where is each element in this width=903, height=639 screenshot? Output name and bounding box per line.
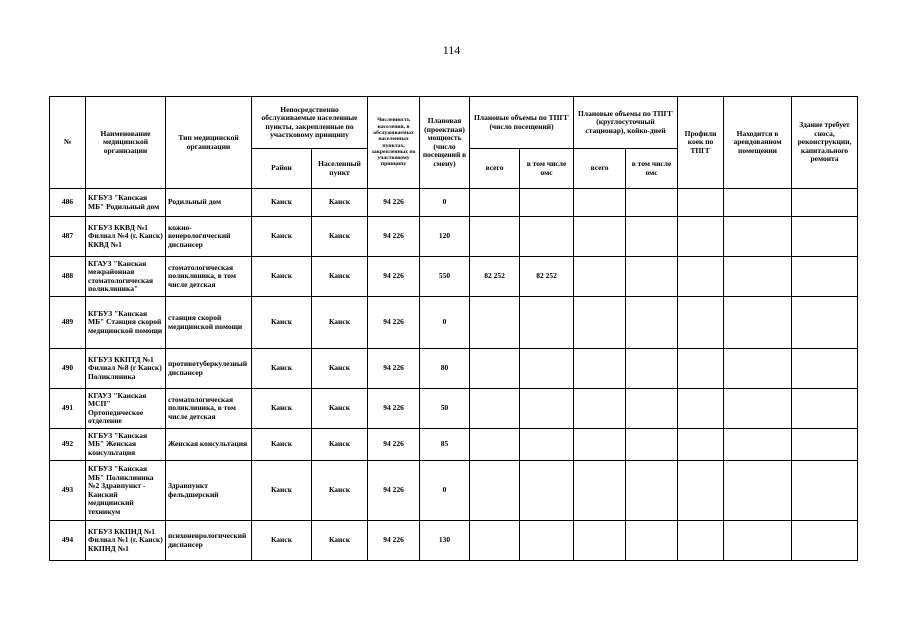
- settlement-cell: Канск: [312, 189, 368, 217]
- header-name: Наименование медицинской организации: [86, 97, 166, 189]
- visits-oms-cell: [520, 349, 574, 389]
- settlement-cell: Канск: [312, 297, 368, 349]
- profiles-cell: [678, 257, 724, 297]
- district-cell: Канск: [252, 257, 312, 297]
- header-beds-total: всего: [574, 149, 626, 189]
- population-cell: 94 226: [368, 521, 420, 561]
- row-num-cell: 493: [50, 461, 86, 521]
- facility-name-cell: КГБУЗ "Канская МБ" Станция скорой медицинской помощи: [86, 297, 166, 349]
- profiles-cell: [678, 461, 724, 521]
- header-repair: Здание требует сноса, реконструкции, капитального ремонта: [792, 97, 858, 189]
- beds-total-cell: [574, 461, 626, 521]
- table-row: [50, 429, 858, 461]
- header-capacity: Плановая (проектная) мощность (число посещений в смену): [420, 97, 470, 189]
- population-cell: 94 226: [368, 297, 420, 349]
- repair-cell: [792, 217, 858, 257]
- district-cell: Канск: [252, 521, 312, 561]
- visits-total-cell: [470, 217, 520, 257]
- table-row: [50, 389, 858, 429]
- row-num-cell: 494: [50, 521, 86, 561]
- visits-oms-cell: [520, 189, 574, 217]
- beds-total-cell: [574, 217, 626, 257]
- beds-total-cell: [574, 521, 626, 561]
- beds-oms-cell: [626, 257, 678, 297]
- beds-oms-cell: [626, 297, 678, 349]
- facility-type-cell: Родильный дом: [166, 189, 252, 217]
- settlement-cell: Канск: [312, 257, 368, 297]
- district-cell: Канск: [252, 429, 312, 461]
- profiles-cell: [678, 429, 724, 461]
- repair-cell: [792, 257, 858, 297]
- visits-total-cell: 82 252: [470, 257, 520, 297]
- header-rented: Находится в арендованном помещении: [724, 97, 792, 189]
- visits-total-cell: [470, 461, 520, 521]
- settlement-cell: Канск: [312, 389, 368, 429]
- facility-name-cell: КГАУЗ "Канская межрайонная стоматологическая поликлиника": [86, 257, 166, 297]
- beds-oms-cell: [626, 429, 678, 461]
- page-number: 114: [442, 43, 461, 57]
- visits-oms-cell: [520, 217, 574, 257]
- rented-cell: [724, 257, 792, 297]
- table-row: [50, 257, 858, 297]
- profiles-cell: [678, 217, 724, 257]
- facility-name-cell: КГБУЗ ККПНД №1 Филиал №1 (г. Канск) ККПНД №1: [86, 521, 166, 561]
- beds-oms-cell: [626, 389, 678, 429]
- facility-type-cell: стоматологическая поликлиника, в том числе детская: [166, 389, 252, 429]
- rented-cell: [724, 461, 792, 521]
- repair-cell: [792, 389, 858, 429]
- district-cell: Канск: [252, 349, 312, 389]
- repair-cell: [792, 189, 858, 217]
- beds-total-cell: [574, 257, 626, 297]
- visits-oms-cell: [520, 429, 574, 461]
- table-row: [50, 189, 858, 217]
- visits-total-cell: [470, 349, 520, 389]
- table-row: [50, 461, 858, 521]
- row-num-cell: 488: [50, 257, 86, 297]
- profiles-cell: [678, 521, 724, 561]
- facility-type-cell: Здравпункт фельдшерский: [166, 461, 252, 521]
- settlement-cell: Канск: [312, 217, 368, 257]
- repair-cell: [792, 521, 858, 561]
- row-num-cell: 487: [50, 217, 86, 257]
- facility-name-cell: КГБУЗ ККВД №1 Филиал №4 (г. Канск) ККВД №1: [86, 217, 166, 257]
- beds-total-cell: [574, 349, 626, 389]
- header-served-group: Непосредственно обслуживаемые населенные пункты, закрепленные по участковому принципу: [252, 97, 368, 149]
- rented-cell: [724, 349, 792, 389]
- row-num-cell: 486: [50, 189, 86, 217]
- facilities-table: [49, 96, 858, 561]
- district-cell: Канск: [252, 461, 312, 521]
- settlement-cell: Канск: [312, 429, 368, 461]
- rented-cell: [724, 389, 792, 429]
- settlement-cell: Канск: [312, 349, 368, 389]
- header-district: Район: [252, 149, 312, 189]
- header-settlement: Населенный пункт: [312, 149, 368, 189]
- header-visits-oms: в том числе омс: [520, 149, 574, 189]
- visits-total-cell: [470, 297, 520, 349]
- row-num-cell: 491: [50, 389, 86, 429]
- repair-cell: [792, 349, 858, 389]
- district-cell: Канск: [252, 297, 312, 349]
- beds-oms-cell: [626, 521, 678, 561]
- population-cell: 94 226: [368, 429, 420, 461]
- visits-oms-cell: [520, 521, 574, 561]
- header-type: Тип медицинской организации: [166, 97, 252, 189]
- settlement-cell: Канск: [312, 521, 368, 561]
- facility-name-cell: КГБУЗ ККПТД №1 Филиал №8 (г Канск) Поликлиника: [86, 349, 166, 389]
- profiles-cell: [678, 297, 724, 349]
- table-row: [50, 297, 858, 349]
- facility-name-cell: КГБУЗ "Канская МБ" Родильный дом: [86, 189, 166, 217]
- population-cell: 94 226: [368, 349, 420, 389]
- rented-cell: [724, 429, 792, 461]
- beds-total-cell: [574, 429, 626, 461]
- header-population: Численность населения, в обслуживаемых населенных пунктах, закрепленных по участковому принципу: [368, 97, 420, 189]
- facility-name-cell: КГБУЗ "Канская МБ" Поликлиника №2 Здравпункт - Канский медицинский техникум: [86, 461, 166, 521]
- visits-oms-cell: [520, 297, 574, 349]
- population-cell: 94 226: [368, 189, 420, 217]
- visits-oms-cell: 82 252: [520, 257, 574, 297]
- beds-total-cell: [574, 297, 626, 349]
- header-profiles: Профили коек по ТПГГ: [678, 97, 724, 189]
- capacity-cell: 80: [420, 349, 470, 389]
- repair-cell: [792, 297, 858, 349]
- rented-cell: [724, 521, 792, 561]
- visits-total-cell: [470, 429, 520, 461]
- profiles-cell: [678, 189, 724, 217]
- row-num-cell: 490: [50, 349, 86, 389]
- population-cell: 94 226: [368, 461, 420, 521]
- district-cell: Канск: [252, 217, 312, 257]
- capacity-cell: 0: [420, 189, 470, 217]
- facility-type-cell: психоневрологический диспансер: [166, 521, 252, 561]
- header-tpgg-visits: Плановые объемы по ТПГГ (число посещений): [470, 97, 574, 149]
- header-visits-total: всего: [470, 149, 520, 189]
- district-cell: Канск: [252, 189, 312, 217]
- beds-total-cell: [574, 389, 626, 429]
- table-row: [50, 217, 858, 257]
- capacity-cell: 550: [420, 257, 470, 297]
- rented-cell: [724, 217, 792, 257]
- population-cell: 94 226: [368, 257, 420, 297]
- capacity-cell: 0: [420, 461, 470, 521]
- facility-type-cell: кожно-венерологический диспансер: [166, 217, 252, 257]
- row-num-cell: 489: [50, 297, 86, 349]
- beds-oms-cell: [626, 189, 678, 217]
- visits-total-cell: [470, 189, 520, 217]
- facility-type-cell: станция скорой медицинской помощи: [166, 297, 252, 349]
- repair-cell: [792, 461, 858, 521]
- header-num: №: [50, 97, 86, 189]
- header-tpgg-beds: Плановые объемы по ТПГГ (круглосуточный стационар), койко-дней: [574, 97, 678, 149]
- facility-type-cell: стоматологическая поликлиника, в том числе детская: [166, 257, 252, 297]
- table-row: [50, 349, 858, 389]
- capacity-cell: 0: [420, 297, 470, 349]
- beds-oms-cell: [626, 461, 678, 521]
- row-num-cell: 492: [50, 429, 86, 461]
- capacity-cell: 50: [420, 389, 470, 429]
- settlement-cell: Канск: [312, 461, 368, 521]
- repair-cell: [792, 429, 858, 461]
- population-cell: 94 226: [368, 389, 420, 429]
- table-row: [50, 521, 858, 561]
- rented-cell: [724, 189, 792, 217]
- capacity-cell: 130: [420, 521, 470, 561]
- profiles-cell: [678, 349, 724, 389]
- facility-name-cell: КГБУЗ "Канская МБ" Женская консультация: [86, 429, 166, 461]
- header-beds-oms: в том числе омс: [626, 149, 678, 189]
- beds-total-cell: [574, 189, 626, 217]
- facility-type-cell: противотуберкулезный диспансер: [166, 349, 252, 389]
- district-cell: Канск: [252, 389, 312, 429]
- beds-oms-cell: [626, 349, 678, 389]
- facility-type-cell: Женская консультация: [166, 429, 252, 461]
- visits-total-cell: [470, 521, 520, 561]
- capacity-cell: 85: [420, 429, 470, 461]
- facility-name-cell: КГАУЗ "Канская МСП" Ортопедическое отделение: [86, 389, 166, 429]
- population-cell: 94 226: [368, 217, 420, 257]
- visits-total-cell: [470, 389, 520, 429]
- visits-oms-cell: [520, 461, 574, 521]
- visits-oms-cell: [520, 389, 574, 429]
- capacity-cell: 120: [420, 217, 470, 257]
- profiles-cell: [678, 389, 724, 429]
- beds-oms-cell: [626, 217, 678, 257]
- rented-cell: [724, 297, 792, 349]
